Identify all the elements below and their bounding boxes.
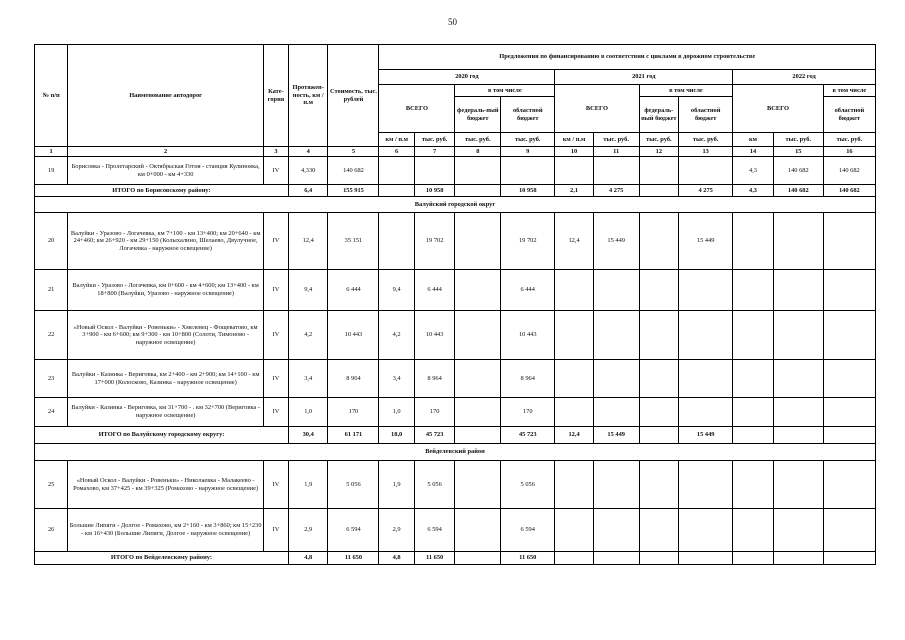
column-number: 13 — [679, 147, 733, 157]
cell-2021-total — [593, 157, 639, 185]
road-category: IV — [263, 461, 288, 509]
cell-2021-km — [555, 509, 594, 552]
road-name: Валуйки - Уразово - Логачевка, км 0+600 - км 4+600; км 13+400 - км 18+800 (Валуйки, Уразово - наружное освещение) — [68, 270, 264, 311]
cell-2020-federal — [455, 427, 501, 444]
cell-2021-federal — [639, 427, 679, 444]
cell-2021-federal — [639, 398, 679, 427]
cell-2022-km — [733, 398, 774, 427]
cell-2021-regional — [679, 270, 733, 311]
total-cost: 61 171 — [328, 427, 379, 444]
column-number: 6 — [379, 147, 414, 157]
unit-2022-regional: тыс. руб. — [823, 133, 875, 147]
road-cost: 6 594 — [328, 509, 379, 552]
header-2021-total: ВСЕГО — [555, 85, 639, 133]
cell-2022-km — [733, 509, 774, 552]
cell-2020-regional: 10 443 — [501, 311, 555, 360]
cell-2021-km — [555, 360, 594, 398]
table-row — [35, 311, 876, 360]
total-label: ИТОГО по Валуйскому городскому округу: — [35, 427, 289, 444]
total-row — [35, 185, 876, 197]
cell-2021-total — [593, 311, 639, 360]
cell-2022-km — [733, 311, 774, 360]
cell-2022-total — [773, 552, 823, 565]
cell-2022-regional: 140 682 — [823, 185, 875, 197]
header-2022-regional: областной бюджет — [823, 97, 875, 133]
cell-2020-regional: 11 650 — [501, 552, 555, 565]
cell-2020-total: 19 702 — [414, 213, 455, 270]
header-2022-including: в том числе — [823, 85, 875, 97]
cell-2021-total — [593, 552, 639, 565]
road-category: IV — [263, 509, 288, 552]
cell-2022-regional — [823, 311, 875, 360]
cell-2020-km: 3,4 — [379, 360, 414, 398]
cell-2021-km: 12,4 — [555, 427, 594, 444]
cell-2021-total — [593, 360, 639, 398]
cell-2020-regional: 6 444 — [501, 270, 555, 311]
cell-2021-federal — [639, 311, 679, 360]
column-number: 12 — [639, 147, 679, 157]
road-name: «Новый Оскол - Валуйки - Ровеньки» - Николаевка - Малакеево - Ромахово, км 37+425 - км 39+325 (Ромахово - наружное освещение) — [68, 461, 264, 509]
unit-2021-total: тыс. руб. — [593, 133, 639, 147]
road-length: 4,2 — [288, 311, 328, 360]
table-row — [35, 509, 876, 552]
road-length: 2,9 — [288, 509, 328, 552]
cell-2020-federal — [455, 157, 501, 185]
cell-2020-federal — [455, 461, 501, 509]
road-cost: 5 056 — [328, 461, 379, 509]
cell-2021-km: 2,1 — [555, 185, 594, 197]
cell-2022-regional — [823, 398, 875, 427]
header-length: Протяжен-ность, км / п.м — [288, 45, 328, 147]
row-number: 22 — [35, 311, 68, 360]
cell-2020-km: 1,0 — [379, 398, 414, 427]
table-row — [35, 213, 876, 270]
row-number: 19 — [35, 157, 68, 185]
unit-2021-km: км / п.м — [555, 133, 594, 147]
road-cost: 170 — [328, 398, 379, 427]
total-cost: 11 650 — [328, 552, 379, 565]
cell-2020-km: 2,9 — [379, 509, 414, 552]
road-category: IV — [263, 360, 288, 398]
cell-2022-regional — [823, 270, 875, 311]
road-category: IV — [263, 398, 288, 427]
cell-2020-total: 10 958 — [414, 185, 455, 197]
cell-2021-regional — [679, 360, 733, 398]
cell-2022-km — [733, 213, 774, 270]
cell-2022-total — [773, 311, 823, 360]
column-number: 8 — [455, 147, 501, 157]
column-number: 15 — [773, 147, 823, 157]
cell-2022-total: 140 682 — [773, 185, 823, 197]
unit-2020-total: тыс. руб. — [414, 133, 455, 147]
road-category: IV — [263, 157, 288, 185]
cell-2022-total — [773, 213, 823, 270]
column-number: 5 — [328, 147, 379, 157]
cell-2020-federal — [455, 270, 501, 311]
cell-2022-total — [773, 398, 823, 427]
cell-2021-federal — [639, 213, 679, 270]
cell-2020-total: 5 056 — [414, 461, 455, 509]
column-number: 11 — [593, 147, 639, 157]
section-heading: Валуйский городской округ — [35, 197, 876, 213]
cell-2022-total — [773, 427, 823, 444]
header-2020-regional: областной бюджет — [501, 97, 555, 133]
cell-2020-km: 9,4 — [379, 270, 414, 311]
table-row — [35, 157, 876, 185]
road-category: IV — [263, 311, 288, 360]
row-number: 23 — [35, 360, 68, 398]
cell-2022-regional — [823, 213, 875, 270]
table-row — [35, 398, 876, 427]
road-name: Валуйки - Казинка - Вериговка, км 31+700 - . км 32+700 (Вериговка - наружное освещение) — [68, 398, 264, 427]
cell-2020-km — [379, 185, 414, 197]
row-number: 25 — [35, 461, 68, 509]
cell-2022-regional — [823, 360, 875, 398]
unit-2020-km: км / п.м — [379, 133, 414, 147]
cell-2022-total — [773, 360, 823, 398]
column-number: 14 — [733, 147, 774, 157]
table-row — [35, 461, 876, 509]
total-label: ИТОГО по Вейделевскому району: — [35, 552, 289, 565]
cell-2021-regional — [679, 509, 733, 552]
cell-2021-total: 15 449 — [593, 213, 639, 270]
cell-2021-regional — [679, 311, 733, 360]
header-name: Наименование автодорог — [68, 45, 264, 147]
cell-2021-km — [555, 311, 594, 360]
cell-2020-km: 1,9 — [379, 461, 414, 509]
cell-2021-km: 12,4 — [555, 213, 594, 270]
cell-2020-federal — [455, 509, 501, 552]
cell-2021-regional: 15 449 — [679, 213, 733, 270]
cell-2020-total: 11 650 — [414, 552, 455, 565]
unit-2021-federal: тыс. руб. — [639, 133, 679, 147]
cell-2020-federal — [455, 213, 501, 270]
cell-2021-regional — [679, 398, 733, 427]
road-name: Валуйки - Казинка - Вериговка, км 2+400 - км 2+900; км 14+100 - км 17+000 (Колосково, Казинка - наружное освещение) — [68, 360, 264, 398]
header-2022-total: ВСЕГО — [733, 85, 824, 133]
cell-2021-federal — [639, 360, 679, 398]
unit-2020-federal: тыс. руб. — [455, 133, 501, 147]
unit-2022-total: тыс. руб. — [773, 133, 823, 147]
cell-2021-regional — [679, 552, 733, 565]
table-row — [35, 360, 876, 398]
cell-2022-km: 4,3 — [733, 185, 774, 197]
cell-2020-total: 170 — [414, 398, 455, 427]
cell-2021-km — [555, 398, 594, 427]
road-length: 12,4 — [288, 213, 328, 270]
cell-2020-total: 8 964 — [414, 360, 455, 398]
section-heading: Вейделевский район — [35, 444, 876, 461]
cell-2020-regional: 19 702 — [501, 213, 555, 270]
cell-2021-total: 4 275 — [593, 185, 639, 197]
unit-2020-regional: тыс. руб. — [501, 133, 555, 147]
road-cost: 6 444 — [328, 270, 379, 311]
road-cost: 8 964 — [328, 360, 379, 398]
header-num: № п/п — [35, 45, 68, 147]
cell-2022-km — [733, 552, 774, 565]
total-cost: 155 915 — [328, 185, 379, 197]
cell-2021-federal — [639, 270, 679, 311]
cell-2021-regional: 4 275 — [679, 185, 733, 197]
cell-2020-regional: 10 958 — [501, 185, 555, 197]
column-number: 3 — [263, 147, 288, 157]
column-number: 2 — [68, 147, 264, 157]
column-number: 9 — [501, 147, 555, 157]
column-number: 4 — [288, 147, 328, 157]
cell-2020-total: 6 444 — [414, 270, 455, 311]
row-number: 20 — [35, 213, 68, 270]
cell-2021-federal — [639, 552, 679, 565]
header-2021-regional: областной бюджет — [679, 97, 733, 133]
cell-2020-total: 45 723 — [414, 427, 455, 444]
header-2021-federal: федераль-ный бюджет — [639, 97, 679, 133]
road-length: 9,4 — [288, 270, 328, 311]
road-length: 1,0 — [288, 398, 328, 427]
road-length: 4,330 — [288, 157, 328, 185]
road-cost: 35 151 — [328, 213, 379, 270]
cell-2020-km: 18,0 — [379, 427, 414, 444]
cell-2022-regional — [823, 552, 875, 565]
unit-2022-km: км — [733, 133, 774, 147]
header-year-2022: 2022 год — [733, 70, 876, 85]
road-length: 3,4 — [288, 360, 328, 398]
table-row — [35, 270, 876, 311]
road-name: Большие Липяги - Долгое - Ромахово, км 2+160 - км 3+860; км 15+230 - км 16+430 (Большие Липяги, Долгое - наружное освещение) — [68, 509, 264, 552]
cell-2021-total — [593, 509, 639, 552]
road-cost: 140 682 — [328, 157, 379, 185]
road-name: «Новый Оскол - Валуйки - Ровеньки» - Хмелевец - Фощеватово, км 3+900 - км 6+600; км 9+300 - км 10+800 (Солоти, Тимоново - наружное освещение) — [68, 311, 264, 360]
road-financing-table — [34, 44, 876, 565]
cell-2022-regional — [823, 427, 875, 444]
cell-2021-total: 15 449 — [593, 427, 639, 444]
cell-2021-federal — [639, 461, 679, 509]
cell-2022-km — [733, 270, 774, 311]
cell-2020-federal — [455, 360, 501, 398]
page-number: 50 — [448, 17, 457, 27]
cell-2020-km: 4,8 — [379, 552, 414, 565]
header-category: Кате-гория — [263, 45, 288, 147]
column-number: 1 — [35, 147, 68, 157]
road-name: Борисовка - Пролетарский - Октябрьская Готня - станция Кулиновка, км 0+000 - км 4+330 — [68, 157, 264, 185]
cell-2022-total — [773, 461, 823, 509]
cell-2022-total — [773, 509, 823, 552]
cell-2021-km — [555, 157, 594, 185]
cell-2020-km: 4,2 — [379, 311, 414, 360]
cell-2022-km: 4,3 — [733, 157, 774, 185]
cell-2021-total — [593, 461, 639, 509]
road-name: Валуйки - Уразово - Логачевка, км 7+100 - км 13+400; км 20+640 - км 24+460; км 26+920 - км 29+150 (Колыхалино, Шелаево, Двулучное, Логачевка - наружное освещение) — [68, 213, 264, 270]
cell-2020-regional: 45 723 — [501, 427, 555, 444]
cell-2022-km — [733, 360, 774, 398]
cell-2021-regional: 15 449 — [679, 427, 733, 444]
cell-2020-federal — [455, 552, 501, 565]
cell-2020-federal — [455, 185, 501, 197]
column-number: 7 — [414, 147, 455, 157]
cell-2021-km — [555, 270, 594, 311]
total-row — [35, 552, 876, 565]
cell-2021-federal — [639, 157, 679, 185]
cell-2020-regional: 170 — [501, 398, 555, 427]
cell-2020-regional: 6 594 — [501, 509, 555, 552]
header-year-2021: 2021 год — [555, 70, 733, 85]
cell-2020-total: 10 443 — [414, 311, 455, 360]
cell-2022-total — [773, 270, 823, 311]
row-number: 26 — [35, 509, 68, 552]
header-proposals: Предложения по финансированию в соответствии с циклами в дорожном строительстве — [379, 45, 876, 70]
cell-2020-regional — [501, 157, 555, 185]
header-2020-federal: федераль-ный бюджет — [455, 97, 501, 133]
total-length: 4,8 — [288, 552, 328, 565]
cell-2022-total: 140 682 — [773, 157, 823, 185]
cell-2020-regional: 8 964 — [501, 360, 555, 398]
cell-2021-federal — [639, 509, 679, 552]
cell-2022-km — [733, 427, 774, 444]
cell-2020-federal — [455, 398, 501, 427]
cell-2020-federal — [455, 311, 501, 360]
cell-2020-regional: 5 056 — [501, 461, 555, 509]
road-category: IV — [263, 213, 288, 270]
cell-2020-km — [379, 157, 414, 185]
cell-2020-km — [379, 213, 414, 270]
header-cost: Стоимость, тыс. рублей — [328, 45, 379, 147]
cell-2021-km — [555, 552, 594, 565]
road-length: 1,9 — [288, 461, 328, 509]
row-number: 24 — [35, 398, 68, 427]
total-length: 30,4 — [288, 427, 328, 444]
header-2020-including: в том числе — [455, 85, 555, 97]
road-category: IV — [263, 270, 288, 311]
unit-2021-regional: тыс. руб. — [679, 133, 733, 147]
total-row — [35, 427, 876, 444]
header-2021-including: в том числе — [639, 85, 733, 97]
cell-2022-regional — [823, 461, 875, 509]
cell-2022-regional — [823, 509, 875, 552]
cell-2020-total: 6 594 — [414, 509, 455, 552]
row-number: 21 — [35, 270, 68, 311]
total-label: ИТОГО по Борисовскому району: — [35, 185, 289, 197]
cell-2021-federal — [639, 185, 679, 197]
cell-2021-total — [593, 398, 639, 427]
cell-2020-total — [414, 157, 455, 185]
road-cost: 10 443 — [328, 311, 379, 360]
header-year-2020: 2020 год — [379, 70, 555, 85]
header-2020-total: ВСЕГО — [379, 85, 455, 133]
cell-2021-regional — [679, 461, 733, 509]
cell-2022-km — [733, 461, 774, 509]
column-number: 16 — [823, 147, 875, 157]
cell-2021-km — [555, 461, 594, 509]
column-number: 10 — [555, 147, 594, 157]
cell-2021-regional — [679, 157, 733, 185]
cell-2022-regional: 140 682 — [823, 157, 875, 185]
total-length: 6,4 — [288, 185, 328, 197]
cell-2021-total — [593, 270, 639, 311]
